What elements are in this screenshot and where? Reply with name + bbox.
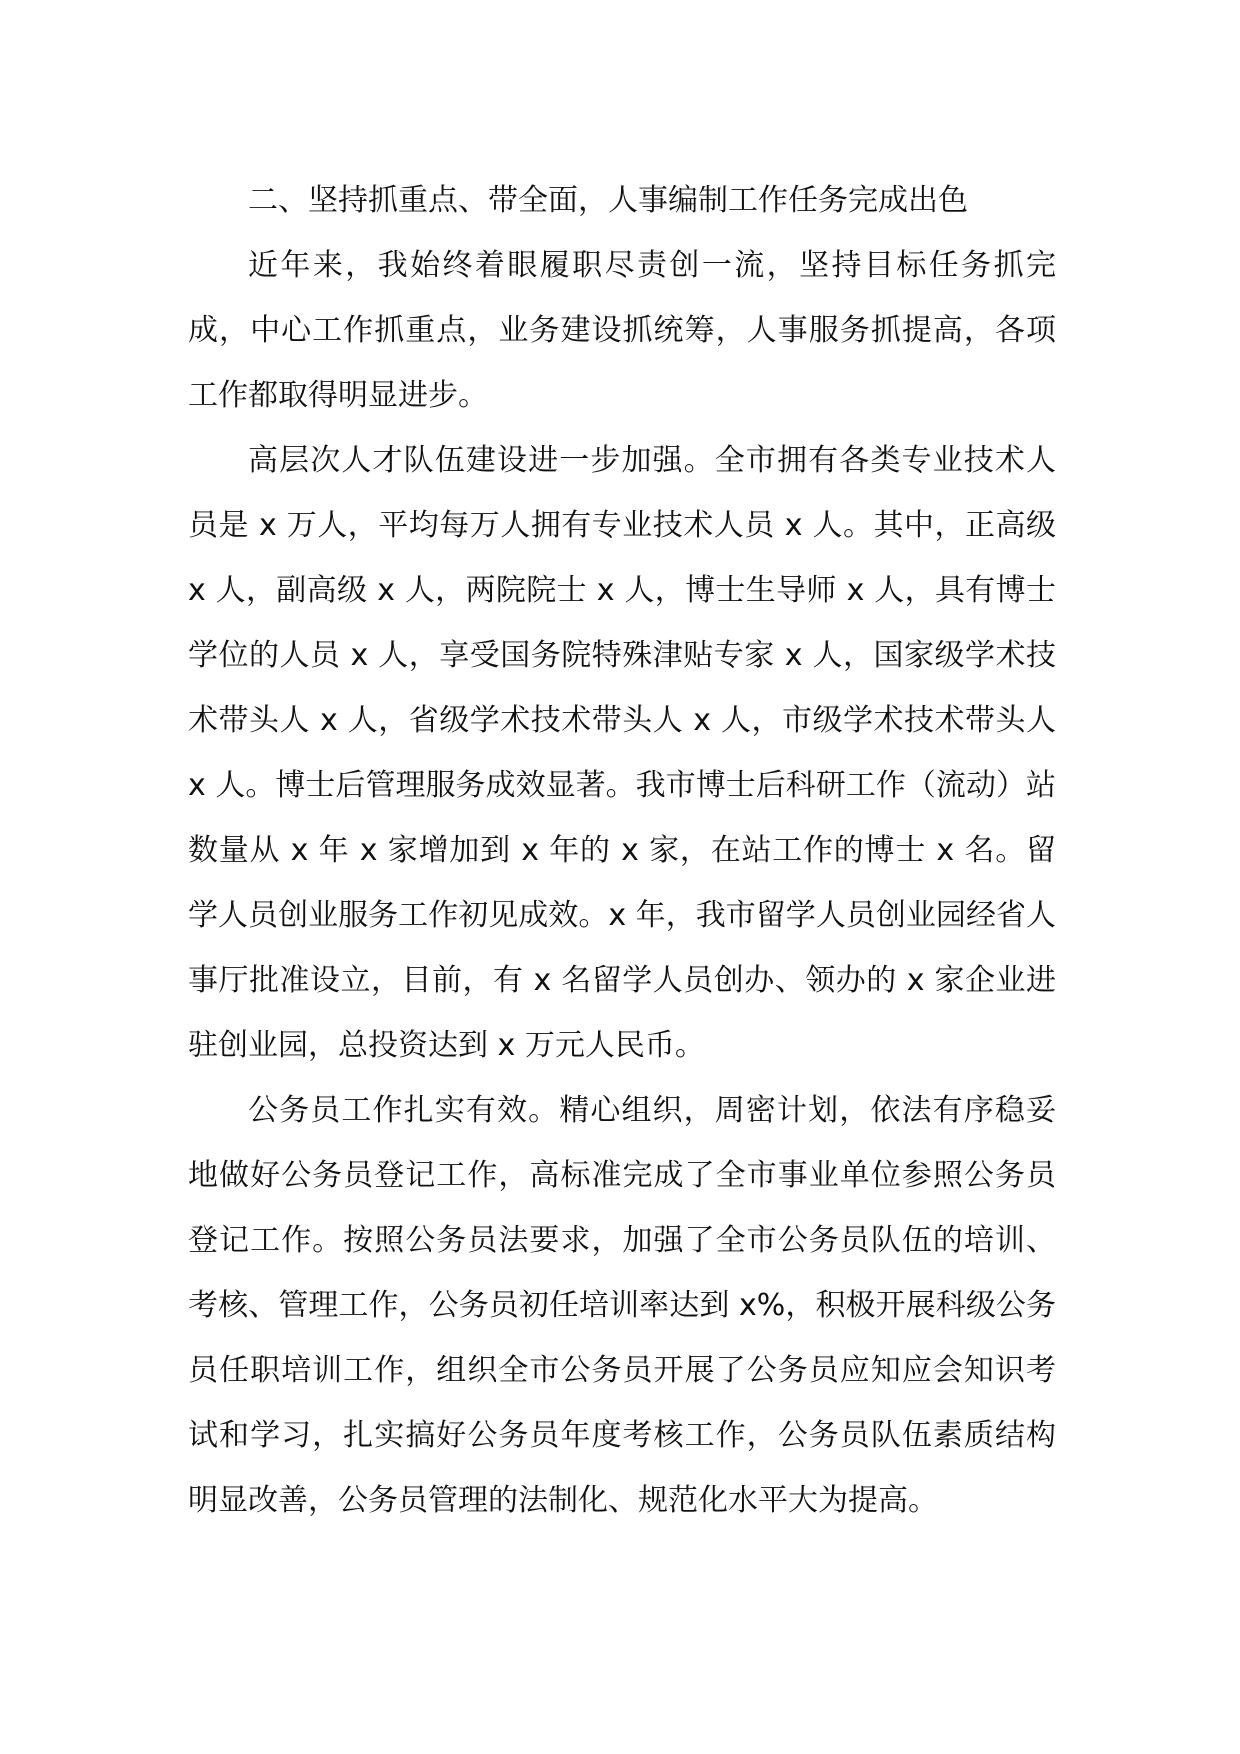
section-heading: 二、坚持抓重点、带全面，人事编制工作任务完成出色 xyxy=(248,183,968,218)
paragraph-intro: 近年来，我始终着眼履职尽责创一流，坚持目标任务抓完成，中心工作抓重点，业务建设抓统筹，人事服务抓提高，各项工作都取得明显进步。 xyxy=(188,248,1056,413)
paragraph-civil-servants: 公务员工作扎实有效。精心组织，周密计划，依法有序稳妥地做好公务员登记工作，高标准完成了全市事业单位参照公务员登记工作。按照公务员法要求，加强了全市公务员队伍的培训、考核、管理工作，公务员初任培训率达到 x%，积极开展科级公务员任职培训工作，组织全市公务员开展了公务员应知应会知识考试和学习，扎实搞好公务员年度考核工作，公务员队伍素质结构明显改善，公务员管理的法制化、规范化水平大为提高。 xyxy=(188,1093,1056,1518)
document-body xyxy=(188,168,1056,1533)
paragraph-talent: 高层次人才队伍建设进一步加强。全市拥有各类专业技术人员是 x 万人，平均每万人拥有专业技术人员 x 人。其中，正高级 x 人，副高级 x 人，两院院士 x 人，博士生导师 x 人，具有博士学位的人员 x 人，享受国务院特殊津贴专家 x 人，国家级学术技术带头人 x 人，省级学术技术带头人 x 人，市级学术技术带头人 x 人。博士后管理服务成效显著。我市博士后科研工作（流动）站数量从 x 年 x 家增加到 x 年的 x 家，在站工作的博士 x 名。留学人员创业服务工作初见成效。x 年，我市留学人员创业园经省人事厅批准设立，目前，有 x 名留学人员创办、领办的 x 家企业进驻创业园，总投资达到 x 万元人民币。 xyxy=(188,443,1056,1063)
